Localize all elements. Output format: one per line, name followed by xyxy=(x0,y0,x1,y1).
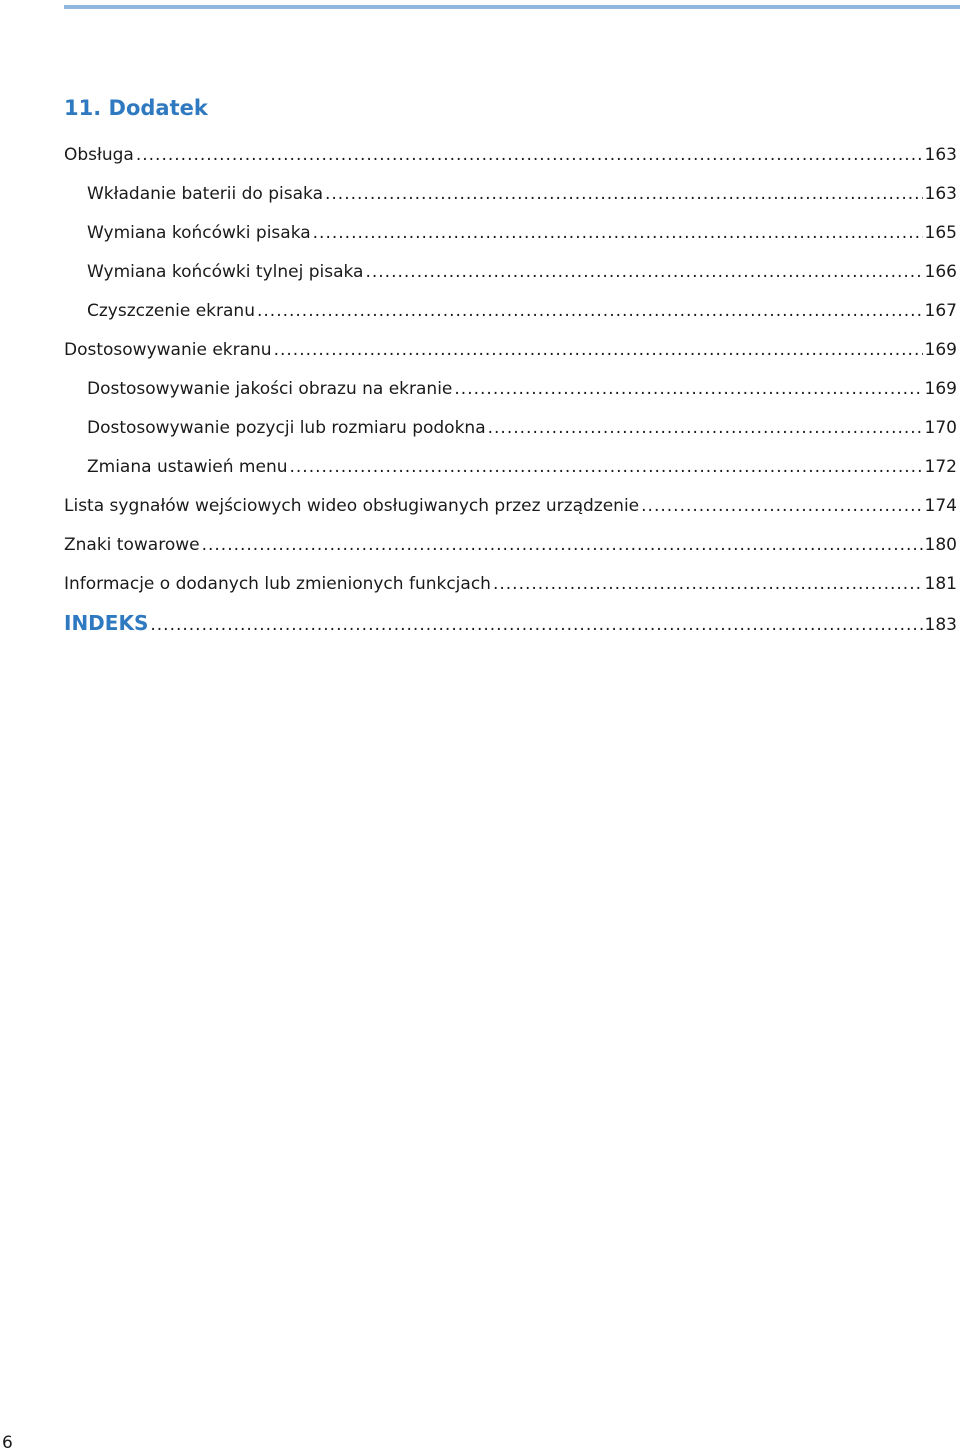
dot-leader xyxy=(365,253,922,292)
dot-leader xyxy=(454,370,922,409)
toc-entry-page[interactable]: 180 xyxy=(924,535,957,555)
dot-leader xyxy=(202,526,923,565)
toc-entry[interactable] xyxy=(64,253,957,292)
table-of-contents xyxy=(64,136,957,643)
toc-entry-title[interactable]: Dostosowywanie pozycji lub rozmiaru podokna xyxy=(87,418,486,438)
toc-entry-title[interactable]: Informacje o dodanych lub zmienionych funkcjach xyxy=(64,574,491,594)
toc-entry-page[interactable]: 166 xyxy=(924,262,957,282)
toc-entry-page[interactable]: 163 xyxy=(924,145,957,165)
toc-entry-page[interactable]: 183 xyxy=(924,615,957,635)
toc-entry[interactable] xyxy=(64,331,957,370)
dot-leader xyxy=(150,606,922,645)
dot-leader xyxy=(488,409,923,448)
toc-entry-title[interactable]: Wkładanie baterii do pisaka xyxy=(87,184,323,204)
toc-entry-page[interactable]: 165 xyxy=(924,223,957,243)
dot-leader xyxy=(313,214,923,253)
toc-entry-title[interactable]: Zmiana ustawień menu xyxy=(87,457,288,477)
toc-entry-page[interactable]: 172 xyxy=(924,457,957,477)
toc-entry-title[interactable]: Lista sygnałów wejściowych wideo obsługiwanych przez urządzenie xyxy=(64,496,640,516)
page-number: 6 xyxy=(2,1433,13,1453)
dot-leader xyxy=(641,487,922,526)
toc-entry-index[interactable] xyxy=(64,604,957,643)
toc-entry[interactable] xyxy=(64,214,957,253)
toc-entry-page[interactable]: 170 xyxy=(924,418,957,438)
toc-entry[interactable] xyxy=(64,526,957,565)
toc-entry-title[interactable]: Obsługa xyxy=(64,145,134,165)
toc-entry-title[interactable]: Znaki towarowe xyxy=(64,535,200,555)
toc-entry-title[interactable]: Dostosowywanie jakości obrazu na ekranie xyxy=(87,379,453,399)
toc-entry-title[interactable]: Dostosowywanie ekranu xyxy=(64,340,272,360)
toc-entry-page[interactable]: 174 xyxy=(924,496,957,516)
toc-entry[interactable] xyxy=(64,175,957,214)
toc-entry[interactable] xyxy=(64,409,957,448)
toc-entry-title[interactable]: INDEKS xyxy=(64,611,149,635)
toc-entry-page[interactable]: 169 xyxy=(924,379,957,399)
toc-entry-page[interactable]: 163 xyxy=(924,184,957,204)
dot-leader xyxy=(325,175,923,214)
toc-entry-title[interactable]: Wymiana końcówki pisaka xyxy=(87,223,311,243)
toc-entry[interactable] xyxy=(64,136,957,175)
top-rule xyxy=(64,5,960,9)
dot-leader xyxy=(290,448,923,487)
toc-entry-title[interactable]: Czyszczenie ekranu xyxy=(87,301,255,321)
toc-entry-page[interactable]: 181 xyxy=(924,574,957,594)
toc-entry-page[interactable]: 167 xyxy=(924,301,957,321)
toc-entry[interactable] xyxy=(64,370,957,409)
dot-leader xyxy=(257,292,923,331)
toc-entry[interactable] xyxy=(64,448,957,487)
toc-entry-title[interactable]: Wymiana końcówki tylnej pisaka xyxy=(87,262,364,282)
toc-entry[interactable] xyxy=(64,565,957,604)
toc-entry-page[interactable]: 169 xyxy=(924,340,957,360)
chapter-heading: 11. Dodatek xyxy=(64,96,208,120)
dot-leader xyxy=(136,136,923,175)
toc-entry[interactable] xyxy=(64,487,957,526)
dot-leader xyxy=(274,331,923,370)
dot-leader xyxy=(493,565,923,604)
toc-entry[interactable] xyxy=(64,292,957,331)
